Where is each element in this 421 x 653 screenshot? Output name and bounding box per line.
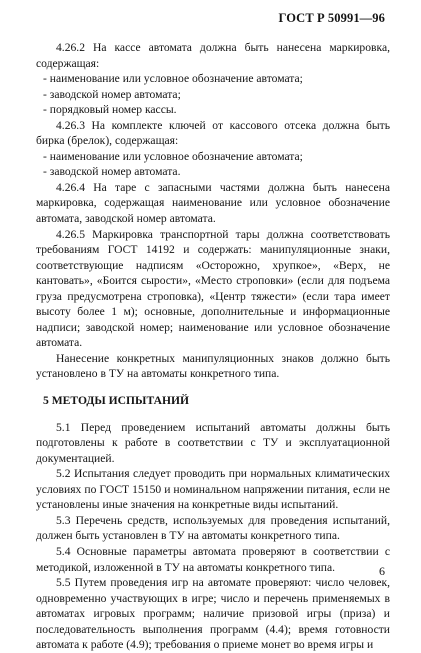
list-item: - наименование или условное обозначение автомата; bbox=[43, 72, 303, 86]
paragraph-4-26-2: 4.26.2 На кассе автомата должна быть нанесена маркировка, содержащая: bbox=[36, 41, 390, 70]
list-item: - порядковый номер кассы. bbox=[43, 103, 177, 117]
page-number: 6 bbox=[379, 564, 385, 578]
paragraph-4-26-5: 4.26.5 Маркировка транспортной тары должна соответствовать требованиям ГОСТ 14192 и содержать: манипуляционные знаки, соответствующие надписям «Осторожно, хрупкое», «Верх, не кантовать», «Боится сырости», «Место строповки» (если для подъема груза предусмотрена строповка), «Центр тяжести» (если тара имеет высоту более 1 м); основные, дополнительные и информационные надписи; заводской номер; наименование или условное обозначение автомата. bbox=[36, 227, 390, 350]
spacer bbox=[36, 382, 390, 393]
paragraph-5-5: 5.5 Путем проведения игр на автомате проверяют: число человек, одновременно участвующих в игре; число и перечень применяемых в автоматах игровых программ; наличие призовой игры (приза) и последовательность выполнения программ (4.4); время готовности автомата к работе (4.9); требования о приеме монет во время игры и bbox=[36, 576, 390, 652]
paragraph-5-3: 5.3 Перечень средств, используемых для проведения испытаний, должен быть установлен в ТУ на автоматы конкретного типа. bbox=[36, 513, 390, 543]
paragraph-marking-note: Нанесение конкретных манипуляционных знаков должно быть установлено в ТУ на автоматы конкретного типа. bbox=[36, 351, 390, 381]
document-header: ГОСТ Р 50991—96 bbox=[278, 11, 385, 25]
paragraph-4-26-3: 4.26.3 На комплекте ключей от кассового отсека должна быть бирка (брелок), содержащая: bbox=[36, 118, 390, 148]
list-item: - заводской номер автомата; bbox=[43, 87, 181, 101]
paragraph-5-4: 5.4 Основные параметры автомата проверяют в соответствии с методикой, изложенной в ТУ на автоматы конкретного типа. bbox=[36, 544, 390, 574]
paragraph-5-2: 5.2 Испытания следует проводить при нормальных климатических условиях по ГОСТ 15150 и номинальном напряжении питания, если не установлены иные значения на конкретные виды испытаний. bbox=[36, 467, 390, 512]
paragraph-4-26-4: 4.26.4 На таре с запасными частями должна быть нанесена маркировка, содержащая наименование или условное обозначение автомата, заводской номер автомата. bbox=[36, 180, 390, 226]
spacer bbox=[36, 409, 390, 420]
paragraph-5-1: 5.1 Перед проведением испытаний автоматы должны быть подготовлены к работе в соответствии с ТУ и эксплуатационной документацией. bbox=[36, 420, 390, 465]
list-item: - заводской номер автомата. bbox=[43, 165, 181, 179]
list-item: - наименование или условное обозначение автомата; bbox=[43, 149, 303, 163]
document-body bbox=[36, 40, 390, 653]
section-title: 5 МЕТОДЫ ИСПЫТАНИЙ bbox=[43, 394, 190, 408]
